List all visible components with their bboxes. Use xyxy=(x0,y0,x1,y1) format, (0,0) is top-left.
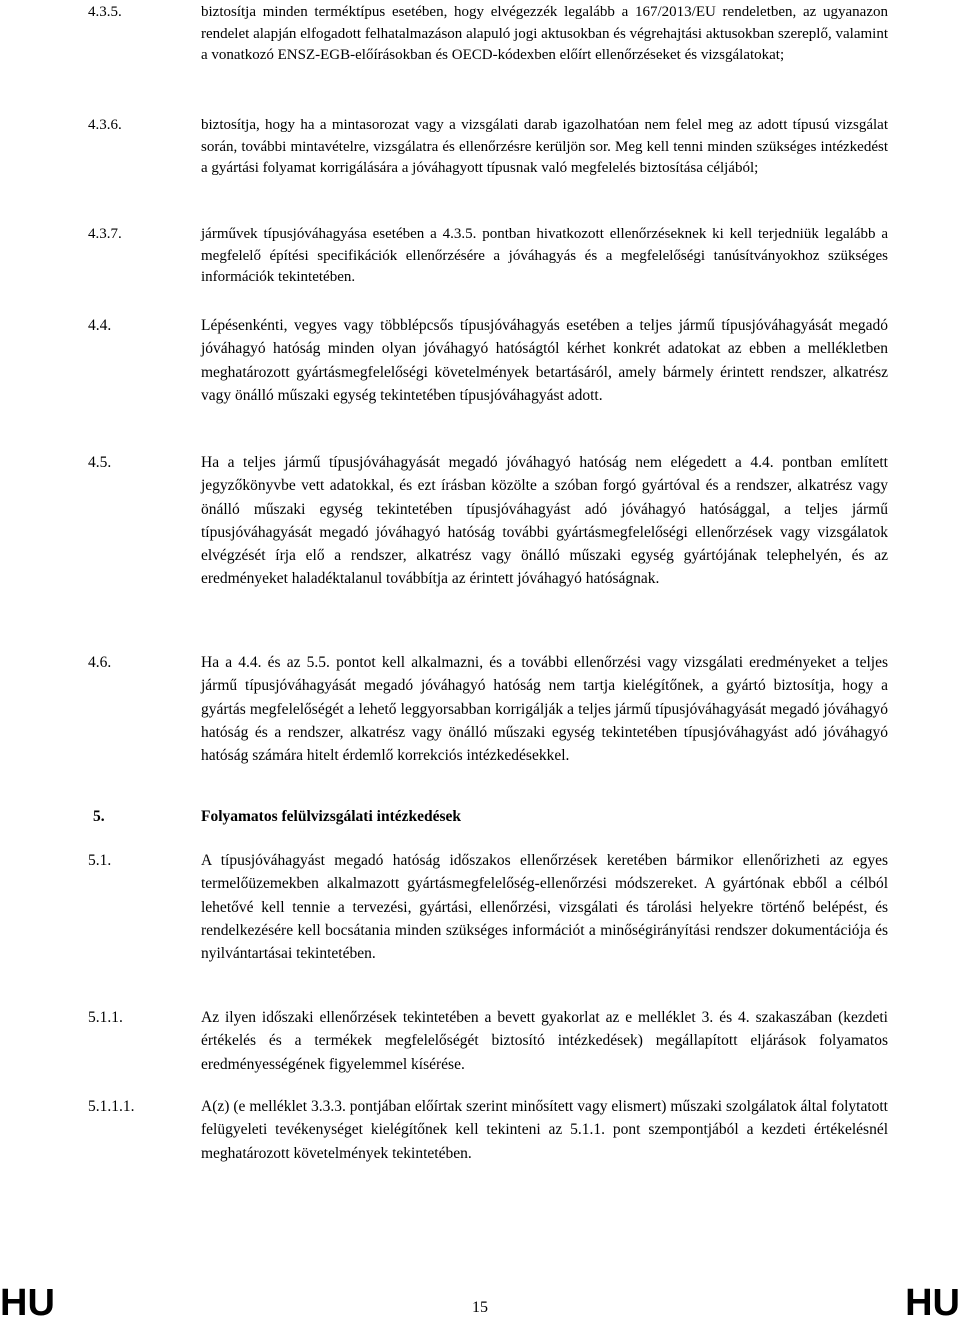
section-text: A típusjóváhagyást megadó hatóság időszakos ellenőrzések keretében bármikor ellenőrizheti az egyes termelőüzemekben alkalmazott gyártásmegfelelőség-ellenőrzési módszereket. A gyártónak ebből a célból lehetővé kell tennie a tervezési, gyártási, ellenőrzési, vizsgálati és tárolási helyekre történő belépést, és rendelkezésére kell bocsátania minden szükséges információt a minőségirányítási rendszer dokumentációja és nyilvántartásai tekintetében. xyxy=(201,852,888,963)
section-5-1-1 xyxy=(88,1006,888,1076)
section-number: 5.1. xyxy=(88,852,112,869)
section-number: 5.1.1.1. xyxy=(88,1098,135,1115)
footer-language-right: HU xyxy=(905,1282,960,1324)
section-4-3-6 xyxy=(88,115,888,180)
page-number: 15 xyxy=(472,1299,488,1316)
section-number: 4.5. xyxy=(88,454,112,471)
section-number: 4.3.5. xyxy=(88,4,122,20)
section-number: 4.6. xyxy=(88,654,112,671)
section-text: biztosítja minden terméktípus esetében, hogy elvégezzék legalább a 167/2013/EU rendeletben, az ugyanazon rendelet alapján elfogadott felhatalmazáson alapuló jogi aktusokban és végrehajtási aktusokban szereplő, valamint a vonatkozó ENSZ-EGB-előírásokban és OECD-kódexben előírt ellenőrzéseket és vizsgálatokat; xyxy=(201,4,888,63)
section-text: Ha a 4.4. és az 5.5. pontot kell alkalmazni, és a további ellenőrzési vagy vizsgálati eredményeket a teljes jármű típusjóváhagyását megadó jóváhagyó hatóság nem tartja kielégítőnek, a gyártó biztosítja, hogy a gyártás megfelelőségét a lehető leggyorsabban korrigálják a teljes jármű típusjóváhagyását megadó jóváhagyó hatóság és a rendszer, alkatrész vagy önálló műszaki egység tekintetében típusjóváhagyást adó jóváhagyó hatóság számára hitelt érdemlő korrekciós intézkedésekkel. xyxy=(201,654,888,765)
section-4-6 xyxy=(88,651,888,767)
section-text: A(z) (e melléklet 3.3.3. pontjában előírtak szerint minősített vagy elismert) műszaki szolgálatok által folytatott felügyeleti tevékenységet kielégítőnek kell tekinteni az 5.1.1. pont szempontjából a kezdeti értékelésnél meghatározott követelmények tekintetében. xyxy=(201,1098,888,1162)
footer-language-left: HU xyxy=(0,1282,55,1324)
section-4-3-7 xyxy=(88,224,888,289)
section-4-4 xyxy=(88,314,888,407)
section-number: 4.3.6. xyxy=(88,117,122,133)
section-title: Folyamatos felülvizsgálati intézkedések xyxy=(201,808,462,825)
section-text: Az ilyen időszaki ellenőrzések tekintetében a bevett gyakorlat az e melléklet 3. és 4. szakaszában (kezdeti értékelés és a termékek megfelelőségét biztosító intézkedések) megállapított eljárások folyamatos eredményességének figyelemmel kísérése. xyxy=(201,1009,888,1073)
section-5-heading xyxy=(88,805,888,828)
section-number: 5. xyxy=(93,808,105,825)
section-number: 4.4. xyxy=(88,317,112,334)
section-text: Ha a teljes jármű típusjóváhagyását megadó jóváhagyó hatóság nem elégedett a 4.4. pontban említett jegyzőkönyvbe vett adatokkal, és ezt írásban közölte a szóban forgó gyártóval és a rendszer, alkatrész vagy önálló műszaki egység tekintetében típusjóváhagyást adó jóváhagyó hatósággal, a teljes jármű típusjóváhagyását megadó jóváhagyó hatóság további gyártásmegfelelőségi ellenőrzések vagy vizsgálatok elvégzését írja elő a rendszer, alkatrész vagy önálló műszaki egység gyártójának telephelyén, és az eredményeket haladéktalanul továbbítja az érintett jóváhagyó hatóságnak. xyxy=(201,454,888,588)
section-number: 5.1.1. xyxy=(88,1009,123,1026)
section-4-5 xyxy=(88,451,888,591)
section-5-1 xyxy=(88,849,888,965)
section-5-1-1-1 xyxy=(88,1095,888,1165)
section-number: 4.3.7. xyxy=(88,226,122,242)
section-text: biztosítja, hogy ha a mintasorozat vagy a vizsgálati darab igazolhatóan nem felel meg az adott típusú vizsgálat során, további mintavételre, vizsgálatra és ellenőrzésre kerüljön sor. Meg kell tenni minden szükséges intézkedést a gyártási folyamat korrigálására a jóváhagyott típusnak való megfelelés biztosítása céljából; xyxy=(201,117,888,176)
section-text: járművek típusjóváhagyása esetében a 4.3.5. pontban hivatkozott ellenőrzéseknek ki kell terjedniük legalább a megfelelő építési specifikációk ellenőrzésére a jóváhagyás és a megfelelőségi tanúsítványokhoz szükséges információk tekintetében. xyxy=(201,226,888,285)
section-4-3-5 xyxy=(88,2,888,67)
section-text: Lépésenkénti, vegyes vagy többlépcsős típusjóváhagyás esetében a teljes jármű típusjóváhagyását megadó jóváhagyó hatóság minden olyan jóváhagyó hatóságtól kérhet konkrét adatokat az ebben a mellékletben meghatározott gyártásmegfelelőségi követelmények betartásáról, amely bármely érintett rendszer, alkatrész vagy önálló műszaki egység tekintetében típusjóváhagyást adott. xyxy=(201,317,888,404)
